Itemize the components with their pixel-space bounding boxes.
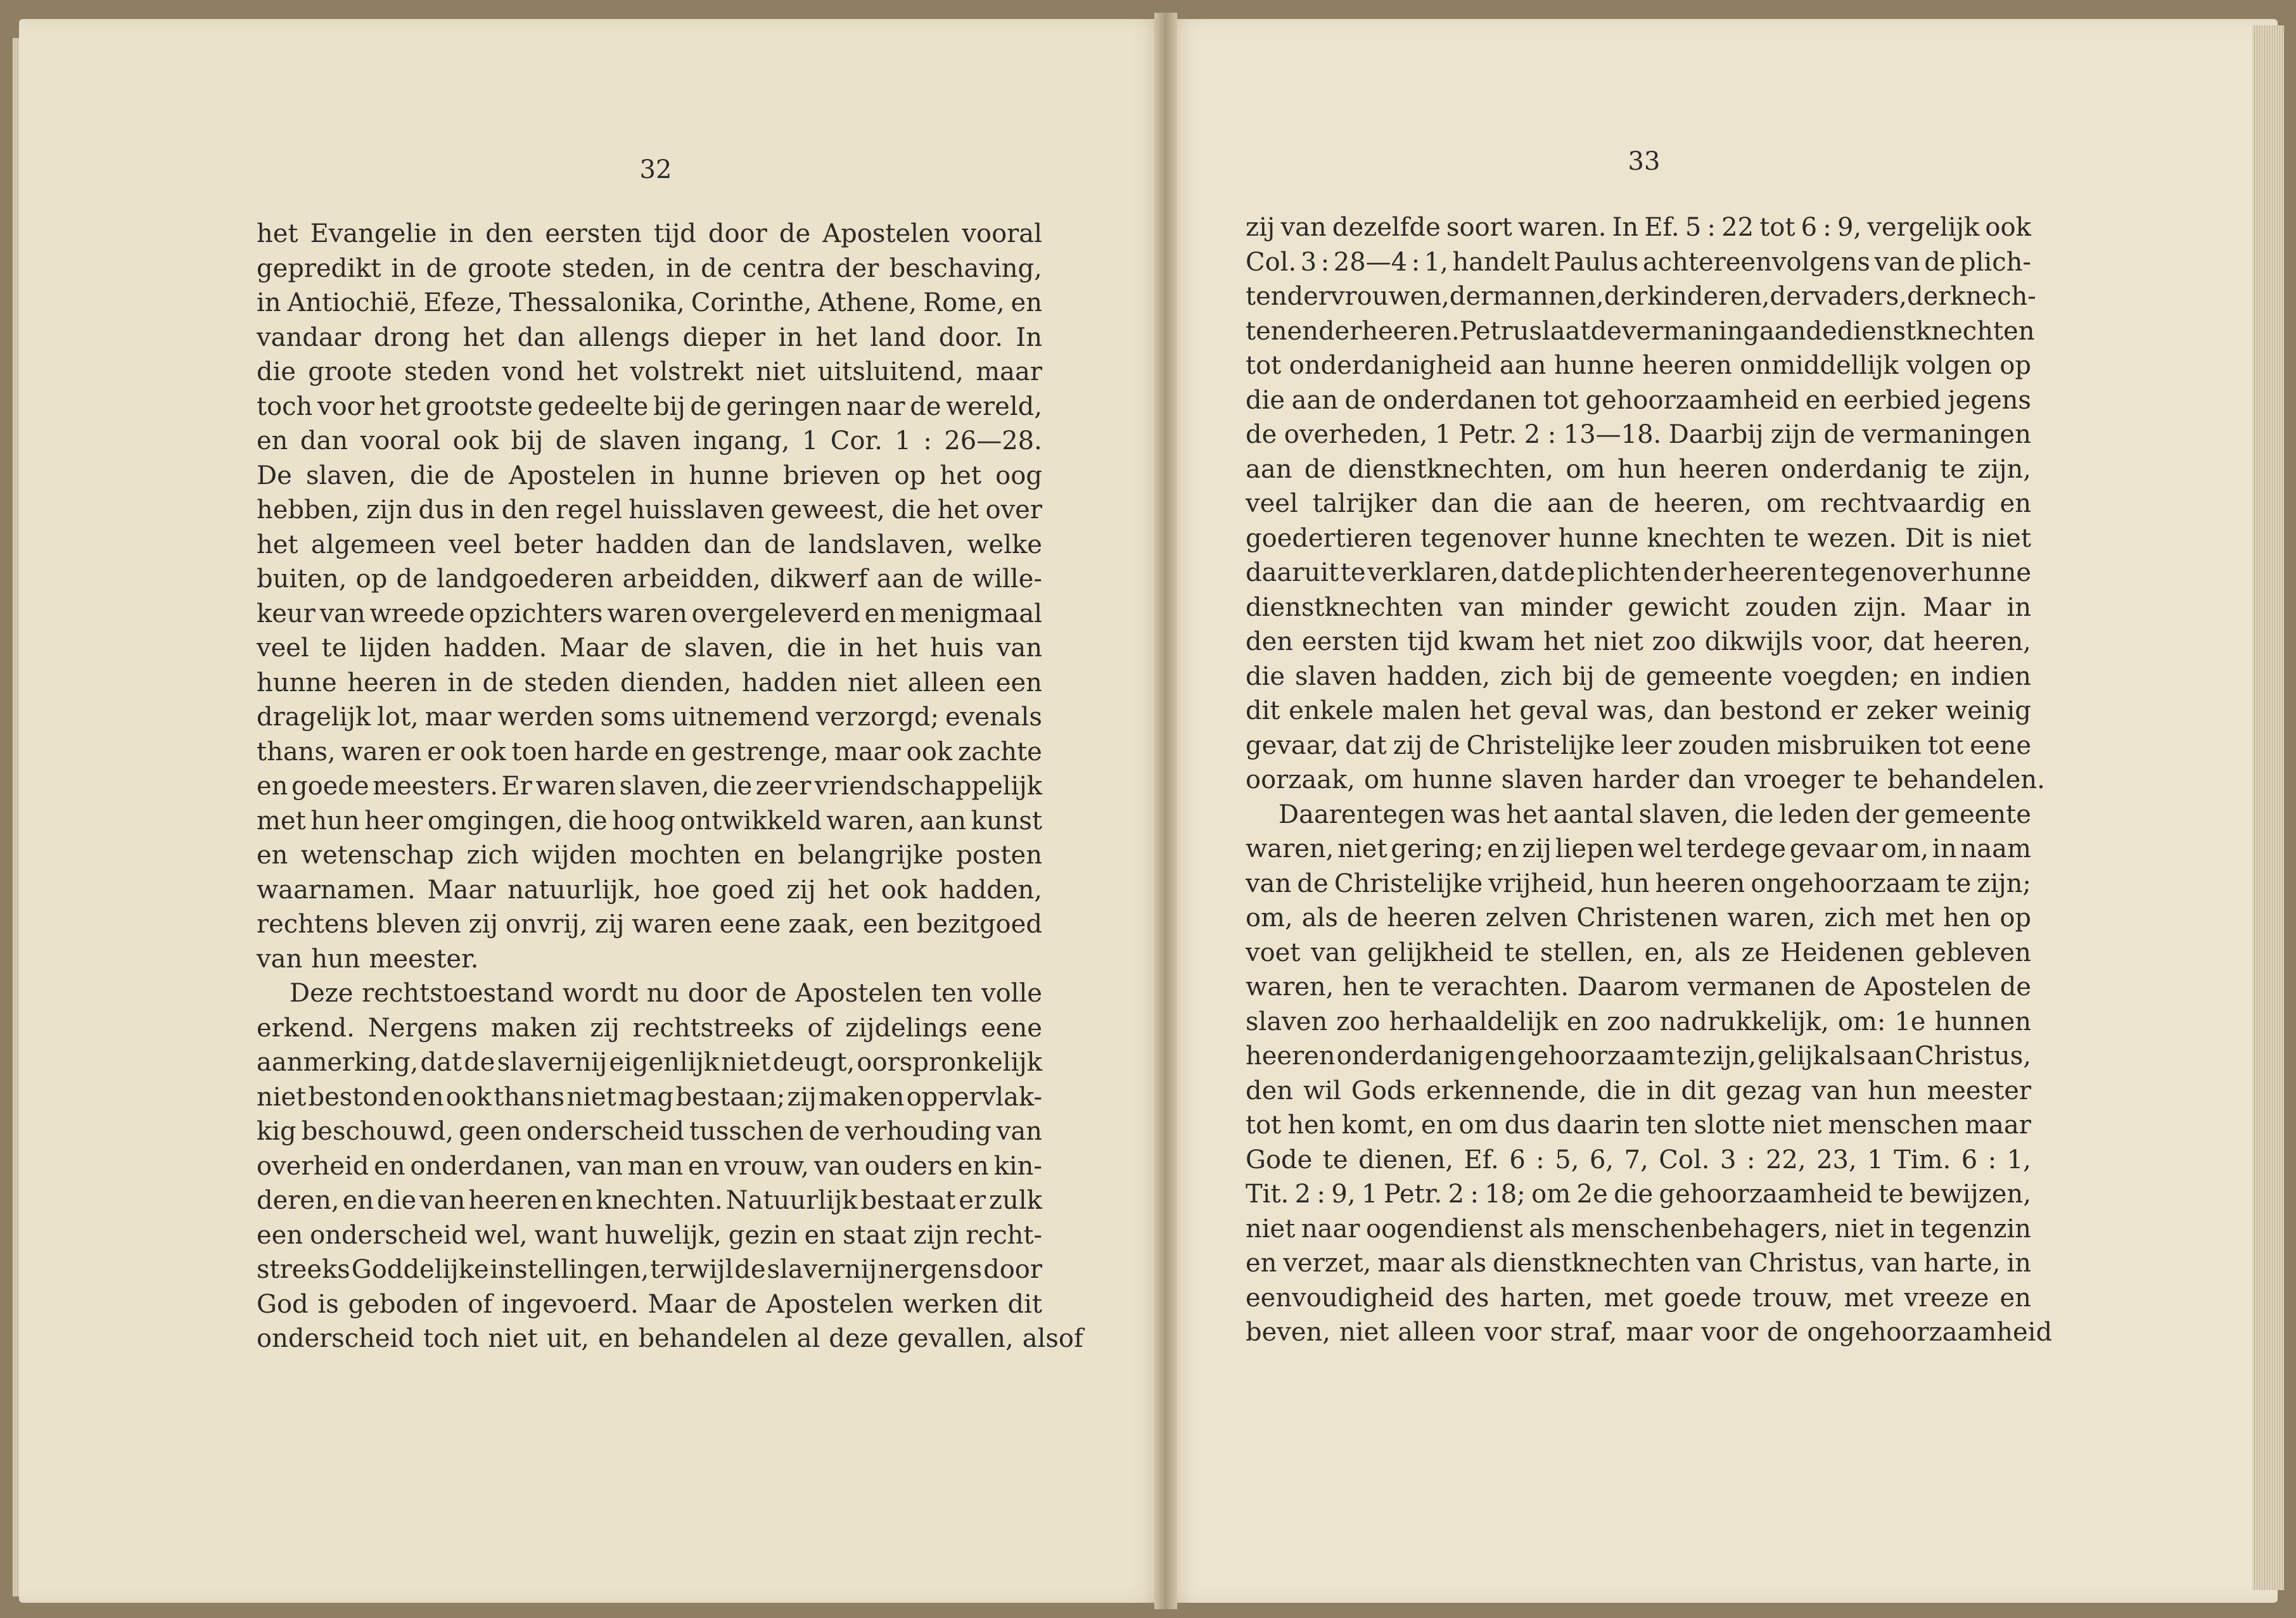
text-line: Deze rechtstoestand wordt nu door de Apostelen ten volle <box>290 979 1042 1008</box>
book-gutter <box>1154 13 1177 1609</box>
text-line: de overheden, 1 Petr. 2 : 13—18. Daarbij zijn de vermaningen <box>1246 420 2031 449</box>
text-line: toch voor het grootste gedeelte bij de geringen naar de wereld, <box>257 392 1042 421</box>
text-line: voet van gelijkheid te stellen, en, als ze Heidenen gebleven <box>1246 938 2031 967</box>
text-line: kig beschouwd, geen onderscheid tusschen de verhouding van <box>257 1117 1042 1146</box>
text-line: ten en der heeren. Petrus laat de vermaning aan de dienstknechten <box>1246 316 2035 346</box>
text-line: Tit. 2 : 9, 1 Petr. 2 : 18; om 2e die gehoorzaamheid te bewijzen, <box>1246 1180 2031 1209</box>
text-line: aan de dienstknechten, om hun heeren onderdanig te zijn, <box>1246 454 2031 484</box>
text-line: erkend. Nergens maken zij rechtstreeks of zijdelings eene <box>257 1013 1042 1043</box>
text-line: veel te lijden hadden. Maar de slaven, die in het huis van <box>257 634 1042 663</box>
text-line: dragelijk lot, maar werden soms uitnemend verzorgd; evenals <box>257 703 1042 732</box>
text-line: in Antiochië, Efeze, Thessalonika, Corinthe, Athene, Rome, en <box>257 288 1042 317</box>
text-line: waarnamen. Maar natuurlijk, hoe goed zij het ook hadden, <box>257 875 1042 905</box>
text-line: gepredikt in de groote steden, in de centra der beschaving, <box>257 253 1042 283</box>
text-line: een onderscheid wel, want huwelijk, gezin en staat zijn recht- <box>257 1220 1042 1250</box>
left-page-text <box>257 217 1083 1356</box>
text-line: niet bestond en ook thans niet mag bestaan; zij maken oppervlak- <box>257 1082 1042 1112</box>
text-line: waren, hen te verachten. Daarom vermanen de Apostelen de <box>1246 972 2031 1002</box>
text-line: het algemeen veel beter hadden dan de landslaven, welke <box>257 530 1042 559</box>
right-page-edges <box>2252 25 2284 1590</box>
text-line: niet naar oogendienst als menschenbehagers, niet in tegenzin <box>1246 1214 2031 1244</box>
text-line: eenvoudigheid des harten, met goede trouw, met vreeze en <box>1246 1283 2031 1313</box>
text-line: en wetenschap zich wijden mochten en belangrijke posten <box>257 841 1042 870</box>
text-line: De slaven, die de Apostelen in hunne brieven op het oog <box>257 461 1042 490</box>
text-line: Daarentegen was het aantal slaven, die leden der gemeente <box>1279 799 2031 829</box>
text-line: goedertieren tegenover hunne knechten te wezen. Dit is niet <box>1246 523 2031 553</box>
text-line: dit enkele malen het geval was, dan bestond er zeker weinig <box>1246 696 2031 725</box>
text-line: van hun meester. <box>257 944 479 974</box>
text-line: gevaar, dat zij de Christelijke leer zouden misbruiken tot eene <box>1246 730 2031 760</box>
text-line: thans, waren er ook toen harde en gestrenge, maar ook zachte <box>257 737 1042 767</box>
text-line: die groote steden vond het volstrekt niet uitsluitend, maar <box>257 357 1042 386</box>
text-line: hebben, zijn dus in den regel huisslaven geweest, die het over <box>257 495 1042 525</box>
text-line: die aan de onderdanen tot gehoorzaamheid en eerbied jegens <box>1246 385 2031 415</box>
text-line: veel talrijker dan die aan de heeren, om rechtvaardig en <box>1246 489 2031 518</box>
text-line: met hun heer omgingen, die hoog ontwikkeld waren, aan kunst <box>257 806 1042 836</box>
left-page-number: 32 <box>639 155 672 184</box>
text-line: vandaar drong het dan allengs dieper in het land door. In <box>257 322 1042 352</box>
text-line: beven, niet alleen voor straf, maar voor de ongehoorzaamheid <box>1246 1318 2053 1347</box>
text-line: hunne heeren in de steden dienden, hadden niet alleen een <box>257 668 1042 698</box>
text-line: dienstknechten van minder gewicht zouden zijn. Maar in <box>1246 592 2031 622</box>
text-line: daaruit te verklaren, dat de plichten der heeren tegenover hunne <box>1246 558 2031 587</box>
text-line: van de Christelijke vrijheid, hun heeren ongehoorzaam te zijn; <box>1246 869 2031 898</box>
text-line: rechtens bleven zij onvrij, zij waren eene zaak, een bezitgoed <box>257 910 1042 939</box>
text-line: oorzaak, om hunne slaven harder dan vroeger te behandelen. <box>1246 765 2045 794</box>
text-line: zij van dezelfde soort waren. In Ef. 5 : 22 tot 6 : 9, vergelijk ook <box>1246 213 2031 242</box>
text-line: keur van wreede opzichters waren overgeleverd en menigmaal <box>257 599 1042 628</box>
right-page-text <box>1246 210 2053 1350</box>
text-line: slaven zoo herhaaldelijk en zoo nadrukkelijk, om: 1e hunnen <box>1246 1007 2031 1036</box>
text-line: God is geboden of ingevoerd. Maar de Apostelen werken dit <box>257 1289 1042 1319</box>
text-line: onderscheid toch niet uit, en behandelen al deze gevallen, alsof <box>257 1324 1083 1353</box>
text-line: die slaven hadden, zich bij de gemeente voegden; en indien <box>1246 661 2031 691</box>
text-line: den wil Gods erkennende, die in dit gezag van hun meester <box>1246 1076 2031 1105</box>
text-line: en dan vooral ook bij de slaven ingang, 1 Cor. 1 : 26—28. <box>257 426 1042 455</box>
text-line: Gode te dienen, Ef. 6 : 5, 6, 7, Col. 3 : 22, 23, 1 Tim. 6 : 1, <box>1246 1145 2031 1175</box>
text-line: ten der vrouwen, der mannen, der kinderen, der vaders, der knech- <box>1246 282 2036 311</box>
text-line: Col. 3 : 28—4 : 1, handelt Paulus achtereenvolgens van de plich- <box>1246 247 2031 277</box>
text-line: aanmerking, dat de slavernij eigenlijk niet deugt, oorspronkelijk <box>257 1048 1042 1077</box>
text-line: heeren onderdanig en gehoorzaam te zijn, gelijk als aan Christus, <box>1246 1042 2031 1071</box>
right-page-number: 33 <box>1628 147 1661 176</box>
text-line: en verzet, maar als dienstknechten van Christus, van harte, in <box>1246 1249 2031 1278</box>
text-line: deren, en die van heeren en knechten. Natuurlijk bestaat er zulk <box>257 1186 1042 1215</box>
text-line: waren, niet gering; en zij liepen wel terdege gevaar om, in naam <box>1246 834 2031 863</box>
text-line: tot onderdanigheid aan hunne heeren onmiddellijk volgen op <box>1246 351 2031 380</box>
text-line: overheid en onderdanen, van man en vrouw, van ouders en kin- <box>257 1151 1042 1181</box>
text-line: en goede meesters. Er waren slaven, die zeer vriendschappelijk <box>257 772 1042 801</box>
text-line: tot hen komt, en om dus daarin ten slotte niet menschen maar <box>1246 1111 2031 1140</box>
text-line: den eersten tijd kwam het niet zoo dikwijls voor, dat heeren, <box>1246 627 2031 656</box>
text-line: om, als de heeren zelven Christenen waren, zich met hen op <box>1246 903 2031 933</box>
text-line: buiten, op de landgoederen arbeidden, dikwerf aan de wille- <box>257 564 1042 594</box>
text-line: streeks Goddelijke instellingen, terwijl de slavernij nergens door <box>257 1255 1042 1284</box>
text-line: het Evangelie in den eersten tijd door de Apostelen vooral <box>257 219 1042 248</box>
